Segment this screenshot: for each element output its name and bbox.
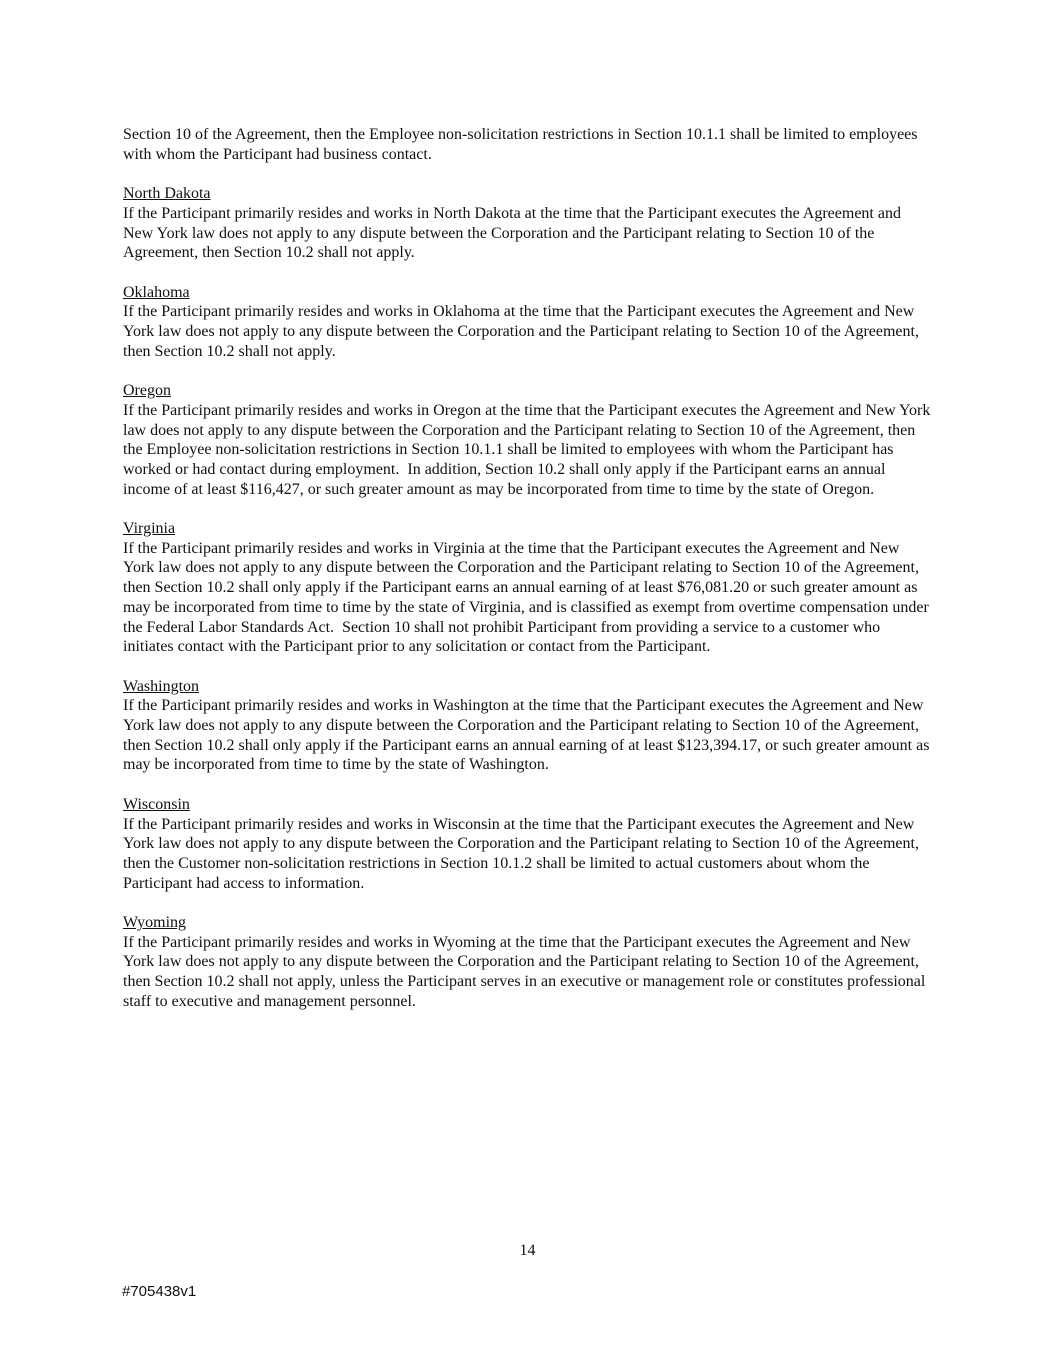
page-number: 14 [519,1242,536,1259]
section-body-virginia: If the Participant primarily resides and works in Virginia at the time that the Participant executes the Agreement and New York law does not apply to any dispute between the Corporation and the Participant relating to Section 10 of the Agreement, then Section 10.2 shall only apply if the Participant earns an annual earning of at least $76,081.20 or such greater amount as may be incorporated from time to time by the state of Virginia, and is classified as exempt from overtime compensation under the Federal Labor Standards Act. Section 10 shall not prohibit Participant from providing a service to a customer who initiates contact with the Participant prior to any solicitation or contact from the Participant. [123,539,933,656]
section-virginia [123,519,933,657]
section-oregon [123,381,933,499]
section-washington [123,677,933,776]
section-oklahoma [123,283,933,362]
section-heading-oregon: Oregon [123,382,171,400]
section-body-washington: If the Participant primarily resides and works in Washington at the time that the Participant executes the Agreement and New York law does not apply to any dispute between the Corporation and the Participant relating to Section 10 of the Agreement, then Section 10.2 shall only apply if the Participant earns an annual earning of at least $123,394.17, or such greater amount as may be incorporated from time to time by the state of Washington. [123,697,934,774]
section-heading-wisconsin: Wisconsin [123,795,190,813]
section-body-north-dakota: If the Participant primarily resides and works in North Dakota at the time that the Participant executes the Agreement and New York law does not apply to any dispute between the Corporation and the Participant relating to Section 10 of the Agreement, then Section 10.2 shall not apply. [123,204,905,262]
section-body-oregon: If the Participant primarily resides and works in Oregon at the time that the Participant executes the Agreement and New York law does not apply to any dispute between the Corporation and the Participant relating to Section 10 of the Agreement, then the Employee non-solicitation restrictions in Section 10.1.1 shall be limited to employees with whom the Participant has worked or had contact during employment. In addition, Section 10.2 shall only apply if the Participant earns an annual income of at least $116,427, or such greater amount as may be incorporated from time to time by the state of Oregon. [123,401,935,498]
section-heading-washington: Washington [123,677,200,695]
doc-id: #705438v1 [122,1283,197,1300]
section-wyoming [123,913,933,1012]
section-heading-oklahoma: Oklahoma [123,283,190,301]
section-body-oklahoma: If the Participant primarily resides and works in Oklahoma at the time that the Participant executes the Agreement and New York law does not apply to any dispute between the Corporation and the Participant relating to Section 10 of the Agreement, then Section 10.2 shall not apply. [123,303,923,360]
document-body [123,125,933,1012]
section-body-wisconsin: If the Participant primarily resides and works in Wisconsin at the time that the Participant executes the Agreement and New York law does not apply to any dispute between the Corporation and the Participant relating to Section 10 of the Agreement, then the Customer non-solicitation restrictions in Section 10.1.2 shall be limited to actual customers about whom the Participant had access to information. [123,815,923,892]
section-north-dakota [123,184,933,263]
section-heading-virginia: Virginia [123,520,176,537]
section-wisconsin [123,795,933,894]
intro-paragraph: Section 10 of the Agreement, then the Employee non-solicitation restrictions in Section 10.1.1 shall be limited to employees with whom the Participant had business contact. [123,126,922,163]
section-heading-north-dakota: North Dakota [123,185,211,203]
section-body-wyoming: If the Participant primarily resides and works in Wyoming at the time that the Participant executes the Agreement and New York law does not apply to any dispute between the Corporation and the Participant relating to Section 10 of the Agreement, then Section 10.2 shall not apply, unless the Participant serves in an executive or management role or constitutes professional staff to executive and management personnel. [123,933,930,1010]
section-heading-wyoming: Wyoming [123,914,187,932]
